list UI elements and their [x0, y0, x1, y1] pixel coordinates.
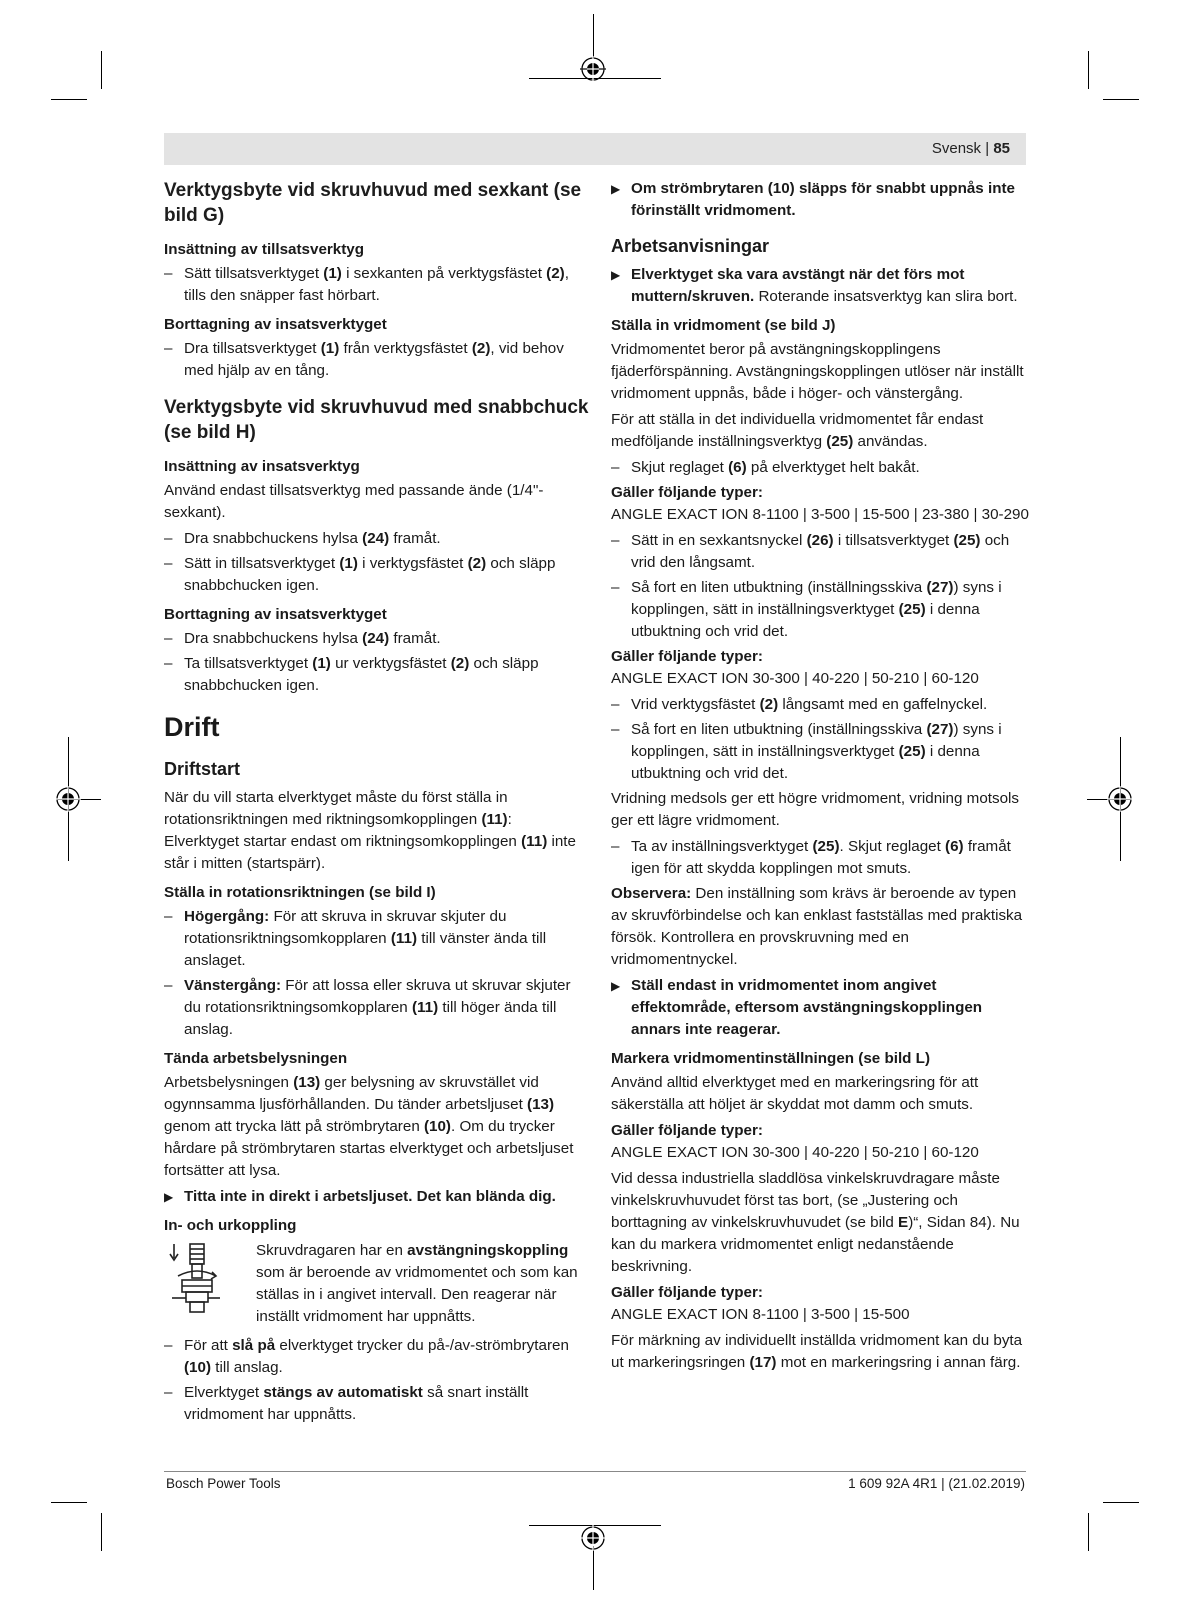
crop-mark	[1103, 99, 1139, 100]
warning-item: ▶ Titta inte in direkt i arbetsljuset. Det kan blända dig.	[164, 1186, 589, 1208]
subheading: Insättning av insatsverktyg	[164, 458, 360, 475]
section-title: Driftstart	[164, 759, 241, 779]
crop-mark	[101, 1513, 102, 1551]
crop-mark	[1103, 1502, 1139, 1503]
chapter-title: Drift	[164, 712, 220, 742]
paragraph: Använd endast tillsatsverktyg med passande ände (1/4"-sexkant).	[164, 482, 544, 521]
list-item: – Högergång: För att skruva in skruvar skjuter du rotationsriktningsomkopplaren (11) till vänster ända till anslaget.	[164, 906, 589, 972]
types-label: Gäller följande typer:	[611, 1122, 763, 1139]
list-item: – Skjut reglaget (6) på elverktyget helt bakåt.	[611, 457, 1036, 479]
list-item: – För att slå på elverktyget trycker du på-/av-strömbrytaren (10) till anslag.	[164, 1335, 589, 1379]
list-item: – Vänstergång: För att lossa eller skruva ut skruvar skjuter du rotationsriktningsomkopplaren (11) till höger ända till anslag.	[164, 975, 589, 1041]
types-list: ANGLE EXACT ION 8-1100 | 3-500 | 15-500	[611, 1306, 910, 1323]
header-language: Svensk	[931, 140, 982, 157]
page-header	[164, 133, 1026, 165]
list-item: – Elverktyget stängs av automatiskt så snart inställt vridmoment har uppnåtts.	[164, 1382, 589, 1426]
warning-item: ▶ Ställ endast in vridmomentet inom angivet effektområde, eftersom avstängningskopplingen annars inte reagerar.	[611, 975, 1036, 1041]
left-column	[164, 178, 589, 1429]
clutch-icon	[164, 1240, 256, 1329]
clutch-note	[164, 1240, 589, 1329]
types-label: Gäller följande typer:	[611, 484, 763, 501]
footer-docnumber: 1 609 92A 4R1 | (21.02.2019)	[848, 1476, 1025, 1491]
registration-mark-icon	[580, 56, 606, 82]
crop-mark	[51, 1502, 87, 1503]
section-title: Arbetsanvisningar	[611, 236, 770, 256]
crop-mark	[593, 1546, 594, 1590]
page-number: 85	[993, 140, 1010, 157]
list-item: – Sätt in tillsatsverktyget (1) i verktygsfästet (2) och släpp snabbchucken igen.	[164, 553, 589, 597]
paragraph: För att ställa in det individuella vridmomentet får endast medföljande inställningsverktyg (25) användas.	[611, 411, 984, 450]
subheading: Ställa in vridmoment (se bild J)	[611, 317, 836, 334]
list-item: – Så fort en liten utbuktning (inställningsskiva (27)) syns i kopplingen, sätt in inställningsverktyget (25) i denna utbuktning och vrid det.	[611, 577, 1036, 643]
list-item: – Dra snabbchuckens hylsa (24) framåt.	[164, 628, 589, 650]
subheading: Tända arbetsbelysningen	[164, 1050, 348, 1067]
footer-brand: Bosch Power Tools	[166, 1476, 281, 1491]
paragraph: Vridning medsols ger ett högre vridmoment, vridning motsols ger ett lägre vridmoment.	[611, 790, 1019, 829]
footer-divider	[164, 1471, 1026, 1472]
paragraph: Vid dessa industriella sladdlösa vinkelskruvdragare måste vinkelskruvhuvudet först tas bort, (se „Justering och borttagning av vinkelskruvhuvudet (se bild E)“, Sidan 84). Nu kan du markera vridmomentet enligt nedanstående beskrivning.	[611, 1170, 1020, 1275]
paragraph: Skruvdragaren har en avstängningskoppling som är beroende av vridmomentet och som kan ställas in i angivet intervall. Den reagerar när inställt vridmoment har uppnåtts.	[256, 1242, 578, 1325]
list-item: – Dra snabbchuckens hylsa (24) framåt.	[164, 528, 589, 550]
crop-mark	[1088, 51, 1089, 89]
header-separator: |	[985, 140, 990, 157]
list-item: – Sätt in en sexkantsnyckel (26) i tillsatsverktyget (25) och vrid den långsamt.	[611, 530, 1036, 574]
paragraph: Vridmomentet beror på avstängningskopplingens fjäderförspänning. Avstängningskopplingen utlöser när inställt vridmoment uppnås, både i höger- och vänstergång.	[611, 341, 1024, 402]
subheading: Borttagning av insatsverktyget	[164, 316, 387, 333]
types-list: ANGLE EXACT ION 8-1100 | 3-500 | 15-500 | 23-380 | 30-290	[611, 506, 1029, 523]
crop-mark	[593, 14, 594, 58]
registration-mark-icon	[580, 1525, 606, 1551]
subheading: Insättning av tillsatsverktyg	[164, 241, 365, 258]
paragraph: Använd alltid elverktyget med en markeringsring för att säkerställa att höljet är skyddat mot damm och smuts.	[611, 1074, 979, 1113]
list-item: – Ta tillsatsverktyget (1) ur verktygsfästet (2) och släpp snabbchucken igen.	[164, 653, 589, 697]
crop-mark	[101, 51, 102, 89]
list-item: – Sätt tillsatsverktyget (1) i sexkanten på verktygsfästet (2), tills den snäpper fast hörbart.	[164, 263, 589, 307]
list-item: – Så fort en liten utbuktning (inställningsskiva (27)) syns i kopplingen, sätt in inställningsverktyget (25) i denna utbuktning och vrid det.	[611, 719, 1036, 785]
subheading: In- och urkoppling	[164, 1217, 297, 1234]
paragraph: Observera: Den inställning som krävs är beroende av typen av skruvförbindelse och kan enklast fastställas med praktiska försök. Kontrollera en provskruvning med en vridmomentnyckel.	[611, 885, 1023, 968]
types-label: Gäller följande typer:	[611, 648, 763, 665]
warning-item: ▶ Elverktyget ska vara avstängt när det förs mot muttern/skruven. Roterande insatsverktyg kan slira bort.	[611, 264, 1036, 308]
subheading: Borttagning av insatsverktyget	[164, 606, 387, 623]
crop-mark	[51, 99, 87, 100]
warning-item: ▶ Om strömbrytaren (10) släpps för snabbt uppnås inte förinställt vridmoment.	[611, 178, 1036, 222]
right-column	[611, 178, 1036, 1378]
types-list: ANGLE EXACT ION 30-300 | 40-220 | 50-210 | 60-120	[611, 670, 979, 687]
registration-mark-icon	[1107, 786, 1133, 812]
list-item: – Vrid verktygsfästet (2) långsamt med en gaffelnyckel.	[611, 694, 1036, 716]
paragraph: För märkning av individuellt inställda vridmoment kan du byta ut markeringsringen (17) mot en markeringsring i annan färg.	[611, 1332, 1023, 1371]
crop-mark	[1088, 1513, 1089, 1551]
paragraph: När du vill starta elverktyget måste du först ställa in rotationsriktningen med riktningsomkopplingen (11): Elverktyget startar endast om riktningsomkopplingen (11) inte står i mitten (startspärr).	[164, 789, 576, 872]
registration-mark-icon	[55, 786, 81, 812]
section-title: Verktygsbyte vid skruvhuvud med snabbchuck (se bild H)	[164, 397, 589, 443]
subheading: Ställa in rotationsriktningen (se bild I)	[164, 884, 436, 901]
header-text	[932, 140, 1010, 157]
list-item: – Dra tillsatsverktyget (1) från verktygsfästet (2), vid behov med hjälp av en tång.	[164, 338, 589, 382]
subheading: Markera vridmomentinställningen (se bild L)	[611, 1050, 930, 1067]
section-title: Verktygsbyte vid skruvhuvud med sexkant (se bild G)	[164, 180, 582, 226]
paragraph: Arbetsbelysningen (13) ger belysning av skruvstället vid ogynnsamma ljusförhållanden. Du tänder arbetsljuset (13) genom att trycka lätt på strömbrytaren (10). Om du trycker hårdare på strömbrytaren startas elverktyget och arbetsljuset fortsätter att lysa.	[164, 1074, 574, 1179]
types-list: ANGLE EXACT ION 30-300 | 40-220 | 50-210 | 60-120	[611, 1144, 979, 1161]
types-label: Gäller följande typer:	[611, 1284, 763, 1301]
list-item: – Ta av inställningsverktyget (25). Skjut reglaget (6) framåt igen för att skydda kopplingen mot smuts.	[611, 836, 1036, 880]
